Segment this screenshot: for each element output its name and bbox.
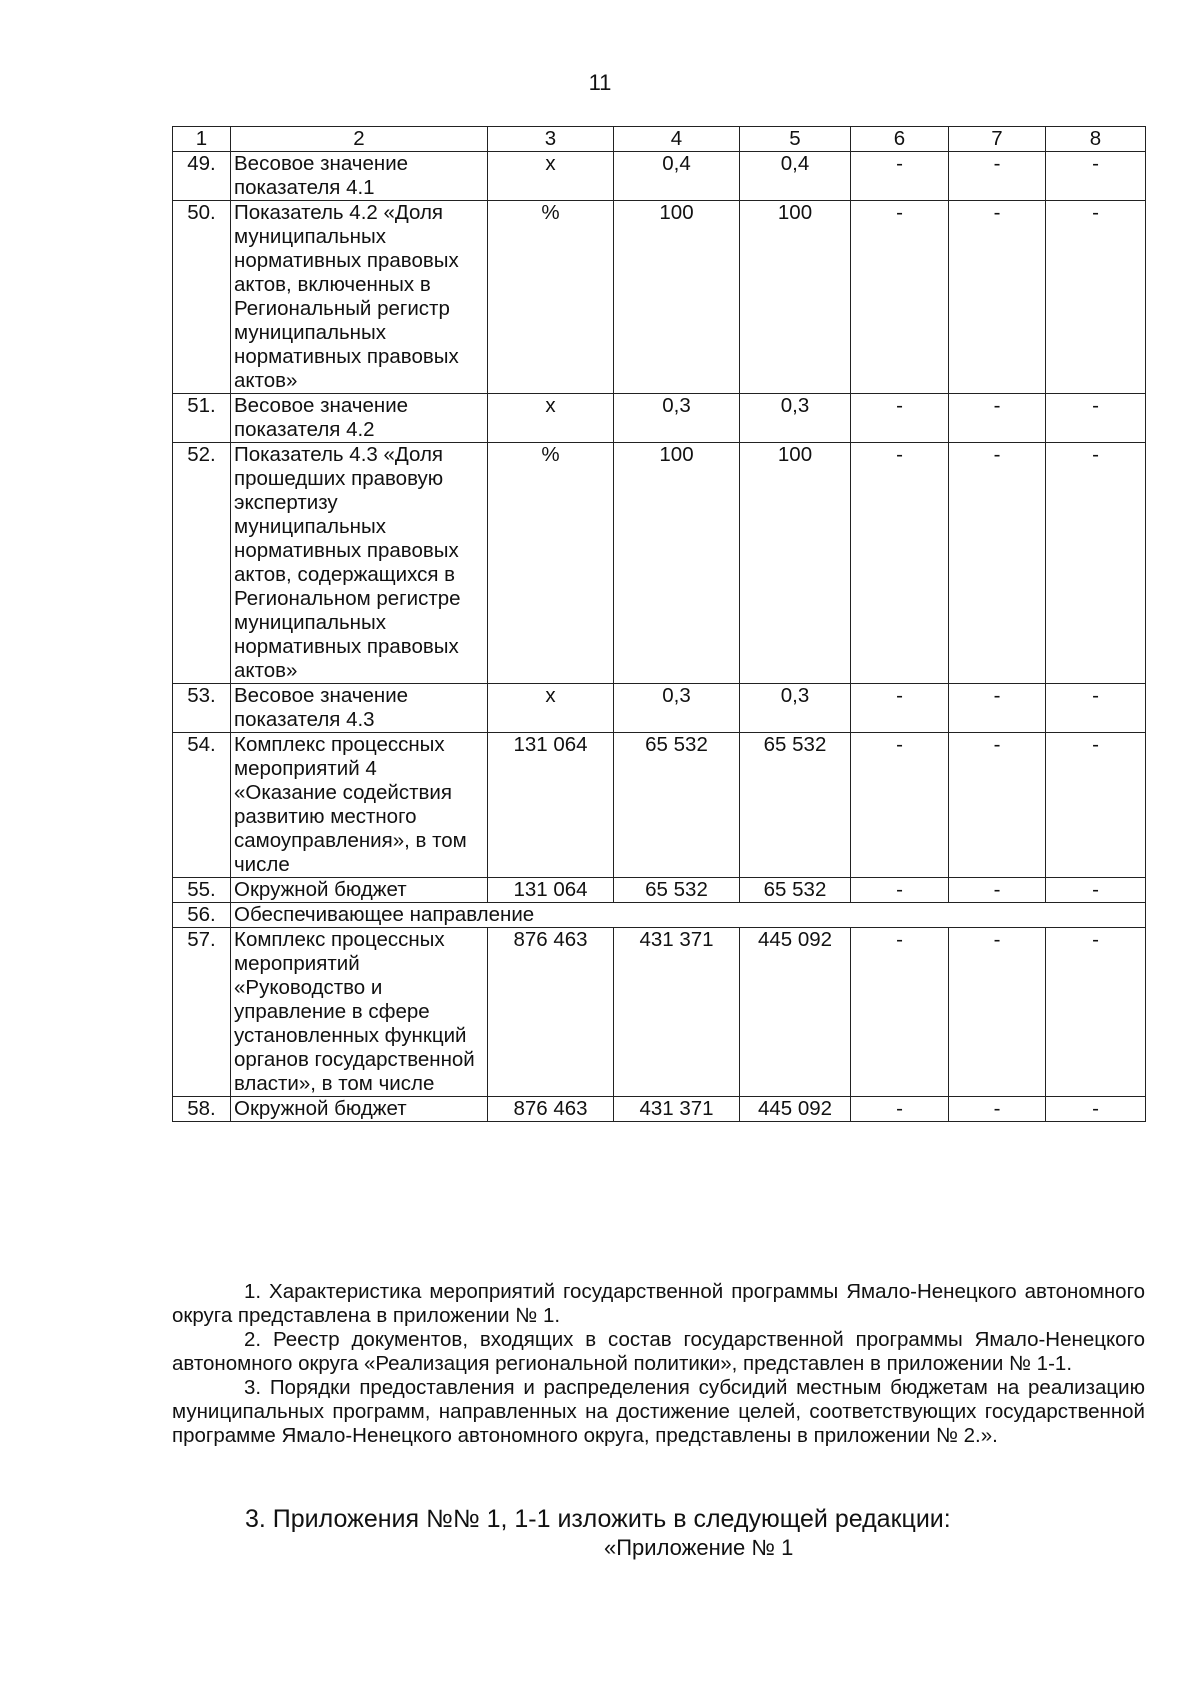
cell-col5: 0,4 [740, 152, 851, 201]
cell-col6: - [851, 928, 949, 1097]
cell-col5: 0,3 [740, 684, 851, 733]
cell-col6: - [851, 1097, 949, 1122]
table-row [173, 733, 1146, 878]
table-row [173, 903, 1146, 928]
cell-col8: - [1046, 201, 1146, 394]
column-header: 6 [851, 127, 949, 152]
cell-col3: x [488, 394, 614, 443]
amendment-item-3: 3. Приложения №№ 1, 1-1 изложить в следующей редакции: [245, 1505, 951, 1533]
row-number: 49. [173, 152, 231, 201]
cell-col5: 100 [740, 201, 851, 394]
cell-col5: 445 092 [740, 928, 851, 1097]
cell-col8: - [1046, 684, 1146, 733]
cell-col7: - [949, 394, 1046, 443]
row-name: Весовое значение показателя 4.3 [231, 684, 488, 733]
cell-col6: - [851, 201, 949, 394]
cell-col5: 445 092 [740, 1097, 851, 1122]
table-row [173, 201, 1146, 394]
row-number: 57. [173, 928, 231, 1097]
cell-col4: 0,4 [614, 152, 740, 201]
table-row [173, 394, 1146, 443]
cell-col7: - [949, 201, 1046, 394]
section-heading: Обеспечивающее направление [231, 903, 1146, 928]
cell-col3: % [488, 443, 614, 684]
row-number: 50. [173, 201, 231, 394]
row-number: 51. [173, 394, 231, 443]
note-paragraph: 2. Реестр документов, входящих в состав государственной программы Ямало-Ненецкого автономного округа «Реализация региональной политики», представлен в приложении № 1-1. [172, 1328, 1145, 1375]
cell-col6: - [851, 394, 949, 443]
cell-col4: 431 371 [614, 1097, 740, 1122]
row-number: 53. [173, 684, 231, 733]
notes-section [172, 1280, 1145, 1448]
cell-col7: - [949, 443, 1046, 684]
table-row [173, 152, 1146, 201]
cell-col8: - [1046, 1097, 1146, 1122]
table-row [173, 684, 1146, 733]
cell-col8: - [1046, 443, 1146, 684]
cell-col5: 0,3 [740, 394, 851, 443]
cell-col7: - [949, 684, 1046, 733]
cell-col8: - [1046, 152, 1146, 201]
table-row [173, 443, 1146, 684]
cell-col8: - [1046, 733, 1146, 878]
cell-col6: - [851, 443, 949, 684]
column-header: 4 [614, 127, 740, 152]
cell-col5: 100 [740, 443, 851, 684]
cell-col6: - [851, 684, 949, 733]
cell-col8: - [1046, 928, 1146, 1097]
cell-col3: x [488, 152, 614, 201]
row-number: 55. [173, 878, 231, 903]
column-header: 7 [949, 127, 1046, 152]
table-header-row [173, 127, 1146, 152]
cell-col4: 65 532 [614, 878, 740, 903]
table-row [173, 1097, 1146, 1122]
cell-col3: 131 064 [488, 878, 614, 903]
cell-col4: 0,3 [614, 684, 740, 733]
row-name: Окружной бюджет [231, 878, 488, 903]
row-name: Окружной бюджет [231, 1097, 488, 1122]
cell-col8: - [1046, 394, 1146, 443]
page-number: 11 [588, 70, 612, 95]
column-header: 5 [740, 127, 851, 152]
cell-col7: - [949, 1097, 1046, 1122]
column-header: 1 [173, 127, 231, 152]
note-paragraph: 1. Характеристика мероприятий государственной программы Ямало-Ненецкого автономного округа представлена в приложении № 1. [172, 1280, 1145, 1327]
cell-col5: 65 532 [740, 733, 851, 878]
cell-col3: 131 064 [488, 733, 614, 878]
cell-col6: - [851, 878, 949, 903]
cell-col7: - [949, 928, 1046, 1097]
cell-col7: - [949, 152, 1046, 201]
cell-col3: x [488, 684, 614, 733]
note-paragraph: 3. Порядки предоставления и распределения субсидий местным бюджетам на реализацию муниципальных программ, направленных на достижение целей, соответствующих государственной программе Ямало-Ненецкого автономного округа, представлены в приложении № 2.». [172, 1376, 1145, 1447]
cell-col4: 100 [614, 201, 740, 394]
cell-col4: 65 532 [614, 733, 740, 878]
cell-col7: - [949, 878, 1046, 903]
cell-col5: 65 532 [740, 878, 851, 903]
indicators-table [172, 126, 1146, 1122]
cell-col6: - [851, 152, 949, 201]
cell-col6: - [851, 733, 949, 878]
column-header: 3 [488, 127, 614, 152]
row-number: 58. [173, 1097, 231, 1122]
cell-col3: 876 463 [488, 1097, 614, 1122]
cell-col3: 876 463 [488, 928, 614, 1097]
cell-col4: 431 371 [614, 928, 740, 1097]
row-name: Весовое значение показателя 4.2 [231, 394, 488, 443]
row-name: Показатель 4.3 «Доля прошедших правовую экспертизу муниципальных нормативных правовых актов, содержащихся в Региональном регистре муниципальных нормативных правовых актов» [231, 443, 488, 684]
row-number: 56. [173, 903, 231, 928]
cell-col7: - [949, 733, 1046, 878]
table-row [173, 878, 1146, 903]
cell-col3: % [488, 201, 614, 394]
cell-col4: 0,3 [614, 394, 740, 443]
row-number: 52. [173, 443, 231, 684]
row-name: Показатель 4.2 «Доля муниципальных нормативных правовых актов, включенных в Региональный регистр муниципальных нормативных правовых актов» [231, 201, 488, 394]
row-number: 54. [173, 733, 231, 878]
cell-col8: - [1046, 878, 1146, 903]
row-name: Комплекс процессных мероприятий «Руководство и управление в сфере установленных функций органов государственной власти», в том числе [231, 928, 488, 1097]
row-name: Весовое значение показателя 4.1 [231, 152, 488, 201]
row-name: Комплекс процессных мероприятий 4 «Оказание содействия развитию местного самоуправления», в том числе [231, 733, 488, 878]
column-header: 8 [1046, 127, 1146, 152]
cell-col4: 100 [614, 443, 740, 684]
table-row [173, 928, 1146, 1097]
column-header: 2 [231, 127, 488, 152]
appendix-heading: «Приложение № 1 [604, 1535, 794, 1560]
